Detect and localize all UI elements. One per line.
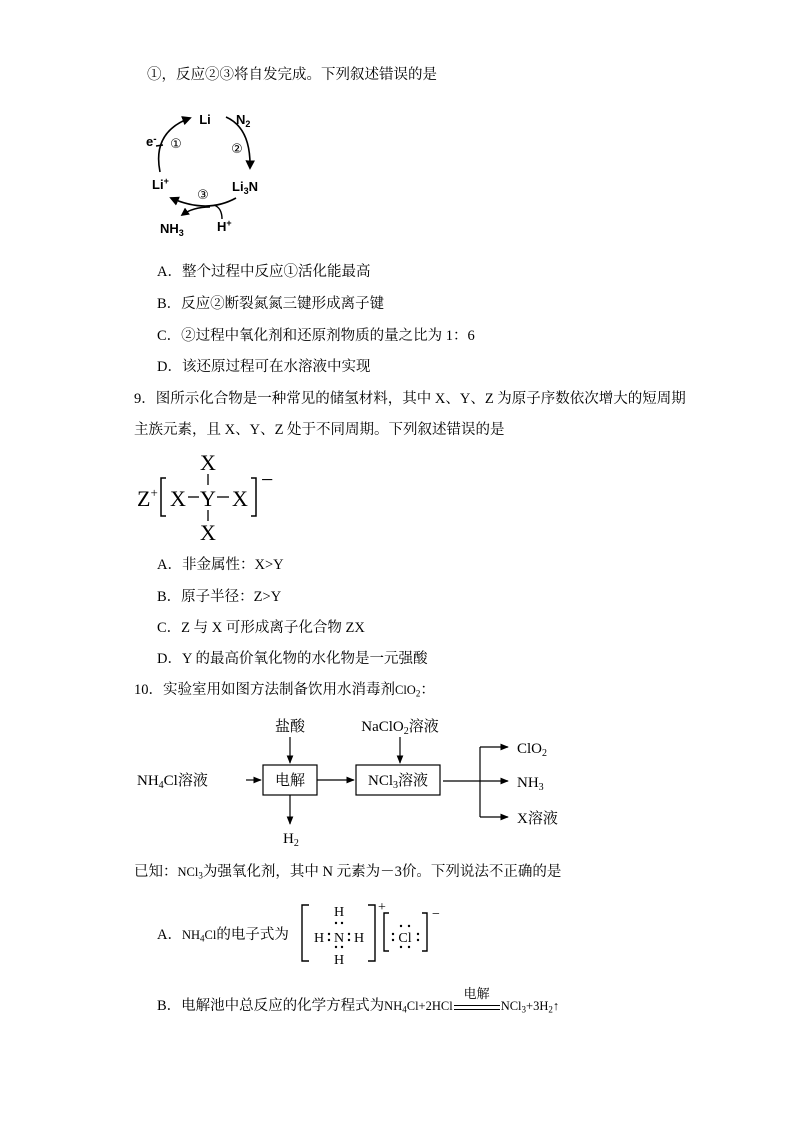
q8-option-a: A．整个过程中反应①活化能最高	[157, 264, 371, 280]
cation-right-bracket	[368, 905, 375, 961]
atom-x-right: X	[232, 486, 248, 511]
product-nh3: $NH_3$	[517, 775, 544, 793]
product-x-solution: X溶液	[517, 811, 558, 827]
reagent-naclo2: NaClO$_2$溶液	[361, 719, 439, 737]
ncl3-label: NCl$_3$溶液	[367, 773, 429, 791]
label-step3: ③	[197, 187, 209, 202]
atom-y: Y	[200, 486, 216, 511]
label-li3n: $Li_3N$	[232, 179, 258, 196]
gas-arrow: ↑	[552, 999, 560, 1013]
q10-option-b: B．电解池中总反应的化学方程式为$NH_4Cl+2HCl$ 电解 $NCl_3+3H_2↑$	[157, 985, 560, 1015]
q10-known-prefix: 已知：	[134, 864, 178, 880]
q10-option-a: A．$NH_4Cl$的电子式为	[157, 927, 289, 944]
label-li: Li	[199, 112, 211, 127]
q9-stem-line2: 主族元素，且 X、Y、Z 处于不同周期。下列叙述错误的是	[134, 422, 505, 438]
label-step2: ②	[231, 141, 243, 156]
nitrogen-reduction-cycle-diagram	[130, 100, 280, 245]
q9-stem-line1: 9．图所示化合物是一种常见的储氢材料，其中 X、Y、Z 为原子序数依次增大的短周期	[134, 391, 686, 407]
h-top: H	[333, 905, 345, 920]
anion-right-bracket	[422, 913, 427, 951]
equation-condition: 电解	[463, 985, 490, 1001]
q10-flow-diagram	[130, 710, 580, 850]
q9-option-d: D．Y 的最高价氧化物的水化物是一元强酸	[157, 651, 428, 667]
q10-stem-suffix: ：	[420, 682, 435, 698]
q10-stem	[134, 680, 435, 700]
q10-stem-formula: ClO$_2$	[395, 683, 421, 699]
product-clo2: ClO$_2$	[517, 741, 548, 759]
q8-option-b: B．反应②断裂氮氮三键形成离子键	[157, 296, 385, 312]
label-n2: $N_2$	[236, 112, 251, 129]
arc-from-h-plus	[214, 205, 222, 219]
cation-z: Z+	[137, 485, 158, 511]
atom-x-top: X	[200, 450, 216, 475]
arc-to-nh3	[182, 207, 210, 215]
cation-charge: +	[378, 900, 386, 915]
nh4cl-electron-formula	[295, 898, 445, 970]
q10-known-suffix: 为强氧化剂，其中 N 元素为－3价。下列说法不正确的是	[202, 864, 562, 880]
atom-x-left: X	[170, 486, 186, 511]
label-step1: ①	[170, 136, 182, 151]
h-bottom: H	[333, 953, 345, 968]
q8-option-d: D．该还原过程可在水溶液中实现	[157, 359, 371, 375]
reagent-hcl: 盐酸	[274, 719, 306, 735]
q9-structure-diagram	[130, 448, 275, 546]
cation-left-bracket	[302, 905, 309, 961]
anion-charge: −	[432, 907, 440, 922]
anion-left-bracket	[384, 913, 389, 951]
q10-option-a-formula: $NH_4Cl$	[181, 928, 217, 944]
feed-nh4cl: $NH_4Cl$溶液	[137, 773, 208, 791]
label-electron: e-	[146, 134, 157, 149]
q10-known	[134, 862, 561, 882]
electron-input-line	[156, 145, 163, 146]
q8-option-c: C．②过程中氧化剂和还原剂物质的量之比为 1：6	[157, 328, 475, 344]
h-right: H	[353, 931, 365, 946]
atom-x-bottom: X	[200, 520, 216, 545]
product-h2: $H_2$	[283, 831, 299, 849]
equation-rhs: $NCl_3+3H_2↑$	[500, 999, 560, 1015]
label-h-plus: H+	[217, 218, 232, 234]
equation-equals-with-condition	[454, 985, 500, 1013]
label-li-plus: Li+	[152, 176, 169, 192]
cl-center: Cl	[398, 931, 412, 946]
right-bracket	[251, 478, 256, 516]
q9-option-c: C．Z 与 X 可形成离子化合物 ZX	[157, 620, 365, 636]
anion-charge: −	[261, 467, 274, 492]
left-bracket	[161, 478, 166, 516]
q10-known-formula: NCl$_3$	[177, 865, 203, 881]
q8-stem-tail: ①，反应②③将自发完成。下列叙述错误的是	[147, 67, 437, 83]
q10-stem-prefix: 10．实验室用如图方法制备饮用水消毒剂	[134, 682, 395, 698]
h-left: H	[313, 931, 325, 946]
n-center: N	[333, 931, 345, 946]
label-nh3: $NH_3$	[160, 221, 184, 238]
q9-option-a: A．非金属性：X>Y	[157, 557, 284, 573]
q9-option-b: B．原子半径：Z>Y	[157, 589, 282, 605]
electrolysis-label: 电解	[274, 773, 306, 789]
equation-lhs: $NH_4Cl+2HCl$	[384, 999, 453, 1015]
